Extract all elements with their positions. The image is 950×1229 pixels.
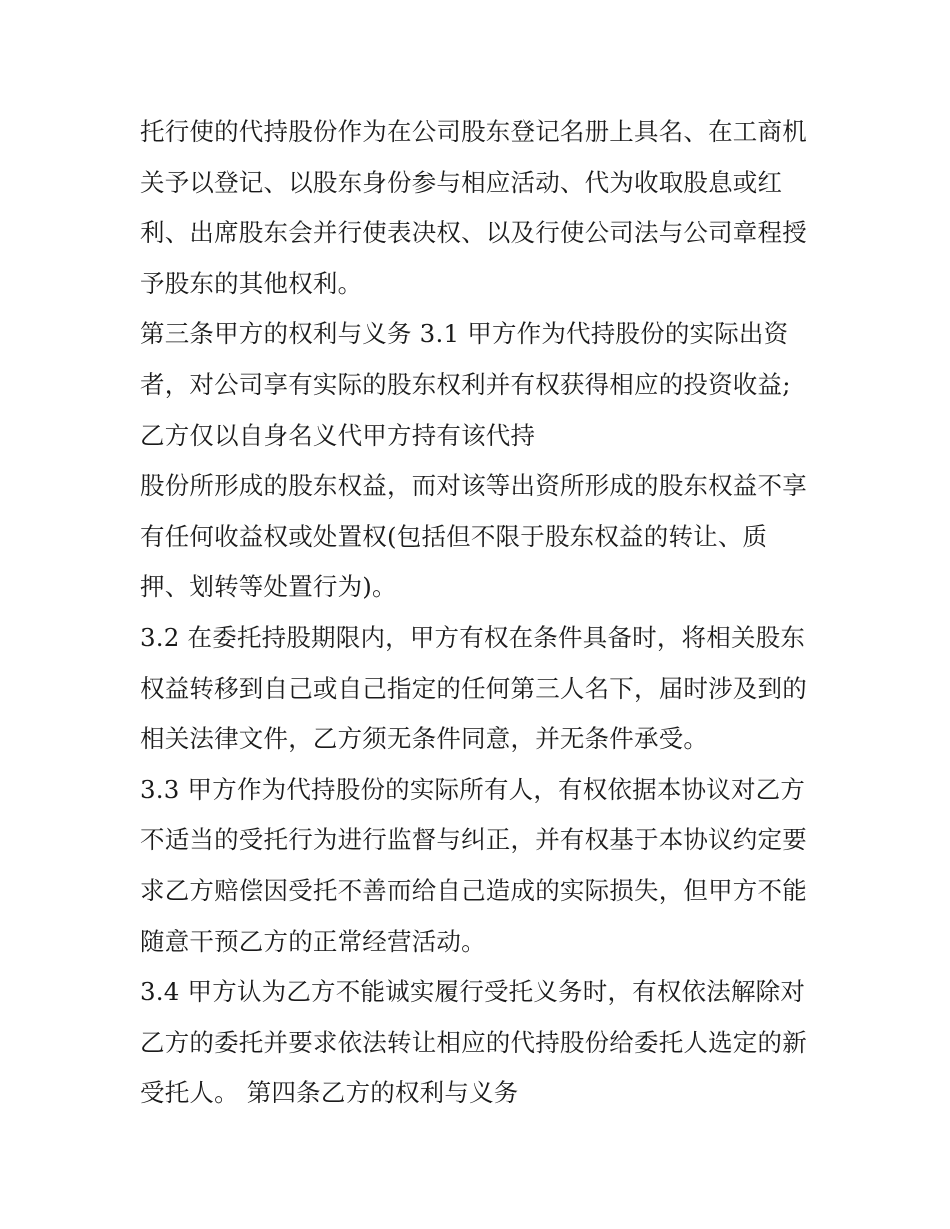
text-line: 第三条甲方的权利与义务 3.1 甲方作为代持股份的实际出资 — [140, 319, 789, 349]
text-line: 关予以登记、以股东身份参与相应活动、代为收取股息或红 — [140, 167, 783, 197]
text-line: 随意干预乙方的正常经营活动。 — [140, 926, 486, 956]
text-line: 股份所形成的股东权益，而对该等出资所形成的股东权益不享 — [140, 471, 807, 501]
text-line: 不适当的受托行为进行监督与纠正，并有权基于本协议约定要 — [140, 825, 807, 855]
text-line: 者，对公司享有实际的股东权利并有权获得相应的投资收益; — [140, 369, 791, 399]
text-line: 利、出席股东会并行使表决权、以及行使公司法与公司章程授 — [140, 218, 807, 248]
text-line: 权益转移到自己或自己指定的任何第三人名下，届时涉及到的 — [140, 673, 807, 703]
text-line: 有任何收益权或处置权(包括但不限于股东权益的转让、质 — [140, 521, 768, 551]
document-body — [140, 110, 820, 1122]
text-line: 求乙方赔偿因受托不善而给自己造成的实际损失，但甲方不能 — [140, 875, 807, 905]
text-line: 押、划转等处置行为)。 — [140, 572, 397, 602]
text-line: 3.4 甲方认为乙方不能诚实履行受托义务时，有权依法解除对 — [140, 977, 806, 1007]
text-line: 3.2 在委托持股期限内，甲方有权在条件具备时，将相关股东 — [140, 622, 806, 652]
text-line: 受托人。 第四条乙方的权利与义务 — [140, 1078, 519, 1108]
text-line: 乙方仅以自身名义代甲方持有该代持 — [140, 420, 536, 450]
text-line: 乙方的委托并要求依法转让相应的代持股份给委托人选定的新 — [140, 1027, 807, 1057]
text-line: 相关法律文件，乙方须无条件同意，并无条件承受。 — [140, 724, 709, 754]
text-line: 托行使的代持股份作为在公司股东登记名册上具名、在工商机 — [140, 117, 807, 146]
text-line: 予股东的其他权利。 — [140, 268, 363, 298]
text-line: 3.3 甲方作为代持股份的实际所有人，有权依据本协议对乙方 — [140, 774, 806, 804]
